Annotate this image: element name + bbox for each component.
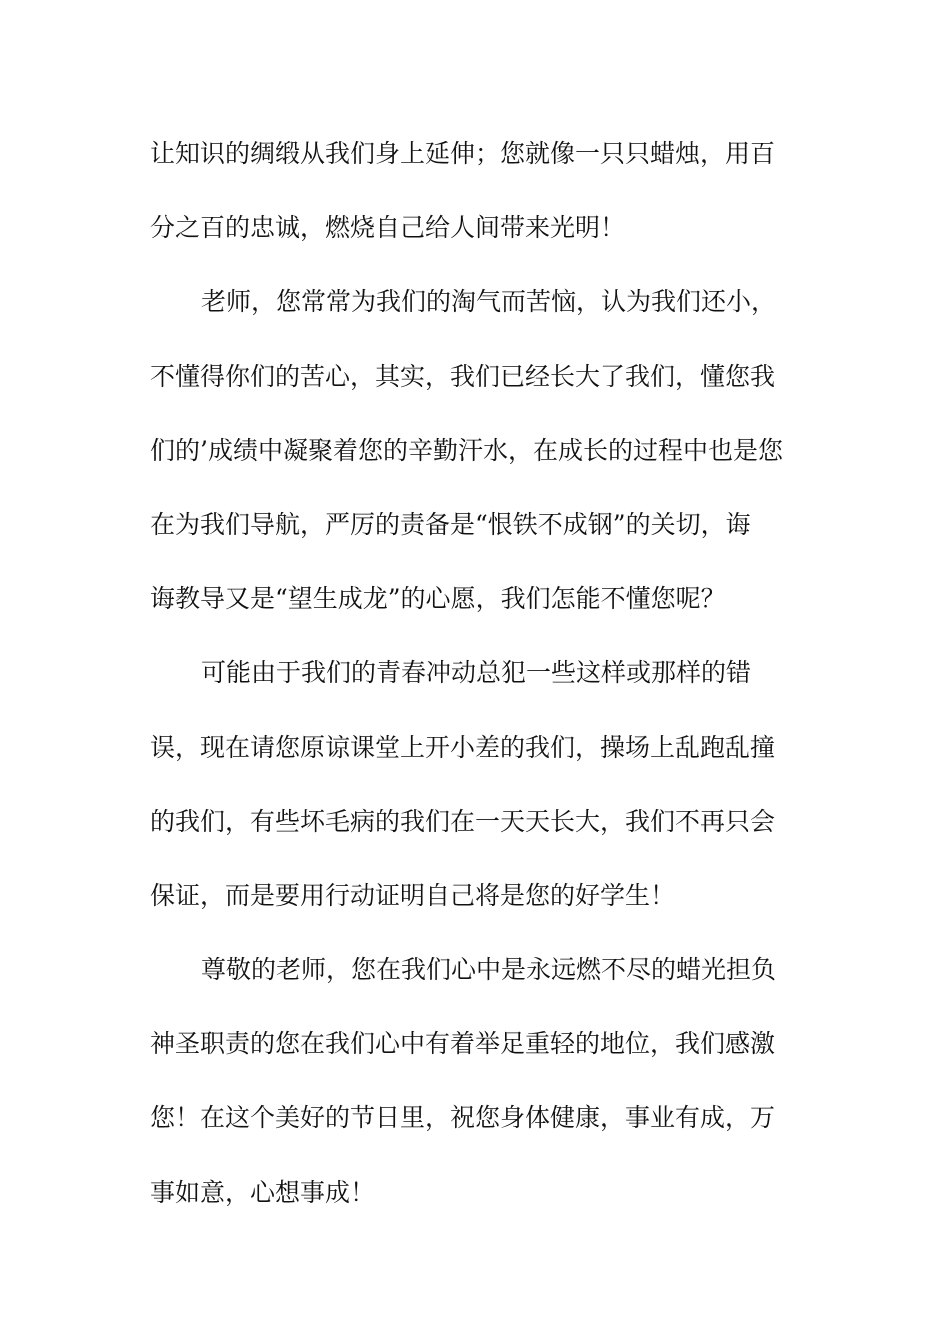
- text-line: 保证，而是要用行动证明自己将是您的好学生！: [150, 880, 676, 910]
- text-line: 不懂得你们的苦心，其实，我们已经长大了我们，懂您我: [150, 361, 776, 391]
- paragraph-start-line: 老师，您常常为我们的淘气而苦恼，认为我们还小，: [201, 287, 777, 317]
- paragraph-start-line: 可能由于我们的青春冲动总犯一些这样或那样的错: [201, 658, 752, 688]
- paragraph-start-line: 尊敬的老师，您在我们心中是永远燃不尽的蜡光担负: [201, 955, 777, 985]
- text-line: 诲教导又是“望生成龙”的心愿，我们怎能不懂您呢？: [150, 584, 726, 614]
- text-line: 事如意，心想事成！: [150, 1177, 376, 1207]
- text-line: 的我们，有些坏毛病的我们在一天天长大，我们不再只会: [150, 806, 776, 836]
- text-line: 您！在这个美好的节日里，祝您身体健康，事业有成，万: [150, 1103, 776, 1133]
- text-line: 神圣职责的您在我们心中有着举足重轻的地位，我们感激: [150, 1029, 776, 1059]
- body-text: [150, 117, 820, 1230]
- text-line: 们的’成绩中凝聚着您的辛勤汗水，在成长的过程中也是您: [150, 435, 783, 465]
- text-line: 分之百的忠诚，燃烧自己给人间带来光明！: [150, 213, 626, 243]
- text-line: 误，现在请您原谅课堂上开小差的我们，操场上乱跑乱撞: [150, 732, 776, 762]
- text-line: 让知识的绸缎从我们身上延伸；您就像一只只蜡烛，用百: [150, 139, 776, 168]
- text-line: 在为我们导航，严厉的责备是“恨铁不成钢”的关切，诲: [150, 509, 751, 539]
